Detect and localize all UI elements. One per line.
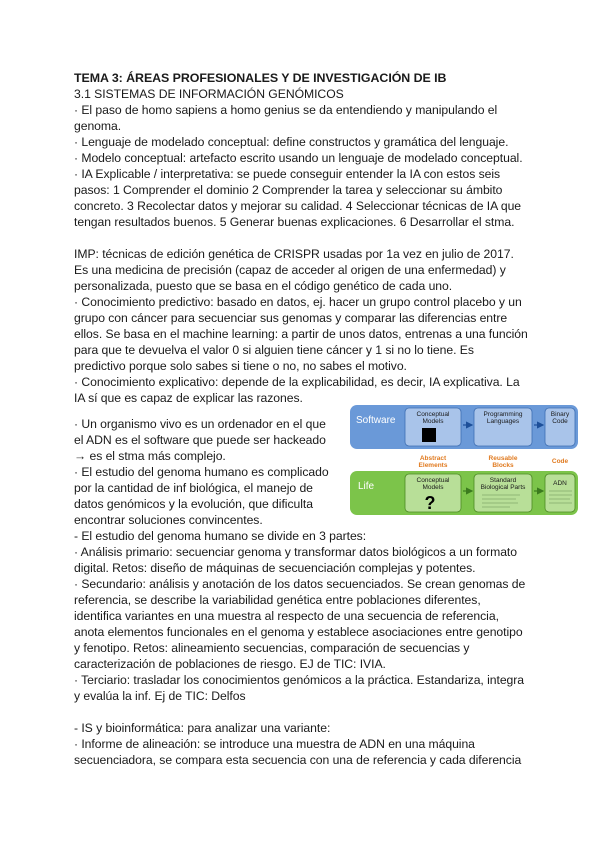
text-line: predictivo porque solo sabes si tiene o no, no sabes el motivo.: [74, 359, 407, 373]
text-line: · Terciario: trasladar los conocimientos genómicos a la práctica. Estandariza, integra: [74, 673, 525, 687]
text-line: - IS y bioinformática: para analizar una variante:: [74, 721, 331, 735]
text-line: → es el stma más complejo.: [74, 449, 226, 463]
life-box2-line1: Standard: [489, 477, 517, 484]
text-line: IMP: técnicas de edición genética de CRISPR usadas por 1a vez en julio de 2017.: [74, 247, 514, 261]
text-line: · El paso de homo sapiens a homo genius se da entendiendo y manipulando el: [74, 103, 498, 117]
text-line: · IA Explicable / interpretativa: se puede conseguir entender la IA con estos seis: [74, 167, 501, 181]
text-line: personalizada, puesto que se basa en el código genético de cada uno.: [74, 279, 453, 293]
text-line: el ADN es el software que puede ser hackeado: [74, 433, 326, 447]
text-line: digital. Retos: diseño de máquinas de secuenciación complejas y potentes.: [74, 561, 476, 575]
text-line: anota elementos funcionales en el genoma y establece asociaciones entre genotipo: [74, 625, 523, 639]
text-line: ellos. Se basa en el machine learning: a partir de unos datos, entrenas a una función: [74, 327, 528, 341]
software-life-diagram: [350, 403, 580, 516]
text-line: · Modelo conceptual: artefacto escrito usando un lenguaje de modelado conceptual.: [74, 151, 523, 165]
text-line: grupo con cáncer para secuenciar sus genomas y comparar las diferencias entre: [74, 311, 508, 325]
code-label: Code: [551, 458, 569, 465]
life-box1-line1: Conceptual: [416, 477, 450, 484]
text-line: · Conocimiento explicativo: depende de la explicabilidad, es decir, IA explicativa. La: [74, 375, 520, 389]
text-line: secuenciadora, se compara esta secuencia con una de referencia y cada diferencia: [74, 753, 522, 767]
sw-box2-line2: Languages: [486, 418, 520, 425]
life-band: [350, 471, 578, 515]
text-line: - El estudio del genoma humano se divide en 3 partes:: [74, 529, 367, 543]
sw-box3-line2: Code: [552, 418, 568, 425]
text-line: · Lenguaje de modelado conceptual: define constructos y gramática del lenguaje.: [74, 135, 509, 149]
text-line: y evalúa la inf. Ej de TIC: Delfos: [74, 689, 246, 703]
document-title: TEMA 3: ÁREAS PROFESIONALES Y DE INVESTIGACIÓN DE IB: [74, 71, 447, 85]
text-line: · El estudio del genoma humano es complicado: [74, 465, 329, 479]
sw-box3-line1: Binary: [550, 411, 570, 418]
abstract-elements-line1: Abstract: [419, 455, 447, 462]
section-heading: 3.1 SISTEMAS DE INFORMACIÓN GENÓMICOS: [74, 87, 344, 101]
text-line: Es una medicina de precisión (capaz de acceder al origen de una enfermedad) y: [74, 263, 506, 277]
black-square: [422, 428, 436, 442]
software-band: [350, 405, 578, 449]
text-line: · Un organismo vivo es un ordenador en el que: [74, 417, 326, 431]
text-line: concreto. 3 Recolectar datos y mejorar su calidad. 4 Seleccionar técnicas de IA que: [74, 199, 522, 213]
text-line: genoma.: [74, 119, 122, 133]
life-label: Life: [358, 481, 375, 492]
text-line: · Análisis primario: secuenciar genoma y transformar datos biológicos a un formato: [74, 545, 517, 559]
sw-box1-line1: Conceptual: [416, 411, 450, 418]
text-line: IA sí que es capaz de explicar las razones.: [74, 391, 303, 405]
paragraph-block-5: [74, 720, 530, 768]
paragraph-block-2: [74, 246, 530, 406]
abstract-elements-line2: Elements: [418, 462, 448, 469]
text-line: · Informe de alineación: se introduce una muestra de ADN en una máquina: [74, 737, 475, 751]
text-line: tengan resultados buenos. 5 Generar buenas explicaciones. 6 Desarrollar el stma.: [74, 215, 515, 229]
paragraph-block-4: [74, 528, 530, 704]
text-line: datos genómicos y la evolución, que dificulta: [74, 497, 313, 511]
text-line: · Secundario: análisis y anotación de los datos secuenciados. Se crean genomas de: [74, 577, 526, 591]
reusable-blocks-line1: Reusable: [488, 455, 518, 462]
text-line: identifica variantes en una muestra al respecto de una secuencia de referencia,: [74, 609, 499, 623]
text-line: referencia, se describe la variabilidad genética entre poblaciones diferentes,: [74, 593, 481, 607]
text-line: · Conocimiento predictivo: basado en datos, ej. hacer un grupo control placebo y un: [74, 295, 522, 309]
sw-box1-line2: Models: [422, 418, 444, 425]
life-box3-label: ADN: [553, 480, 567, 487]
text-line: por la cantidad de inf biológica, el manejo de: [74, 481, 313, 495]
sw-box2-line1: Programming: [483, 411, 523, 418]
life-box1-line2: Models: [422, 484, 444, 491]
life-box2-line2: Biological Parts: [480, 484, 526, 491]
text-line: encontrar soluciones convincentes.: [74, 513, 263, 527]
paragraph-block-1: [74, 102, 530, 230]
text-line: y fenotipo. Retos: alineamiento secuencias, comparación de secuencias y: [74, 641, 470, 655]
reusable-blocks-line2: Blocks: [492, 462, 514, 469]
text-line: para que te devuelva el valor 0 si alguien tiene cáncer y 1 si no lo tiene. Es: [74, 343, 474, 357]
text-line: caracterización de poblaciones de riesgo. EJ de TIC: IVIA.: [74, 657, 386, 671]
question-mark: ?: [424, 493, 436, 513]
text-line: pasos: 1 Comprender el dominio 2 Comprender la tarea y seleccionar su ámbito: [74, 183, 503, 197]
software-label: Software: [356, 415, 396, 426]
